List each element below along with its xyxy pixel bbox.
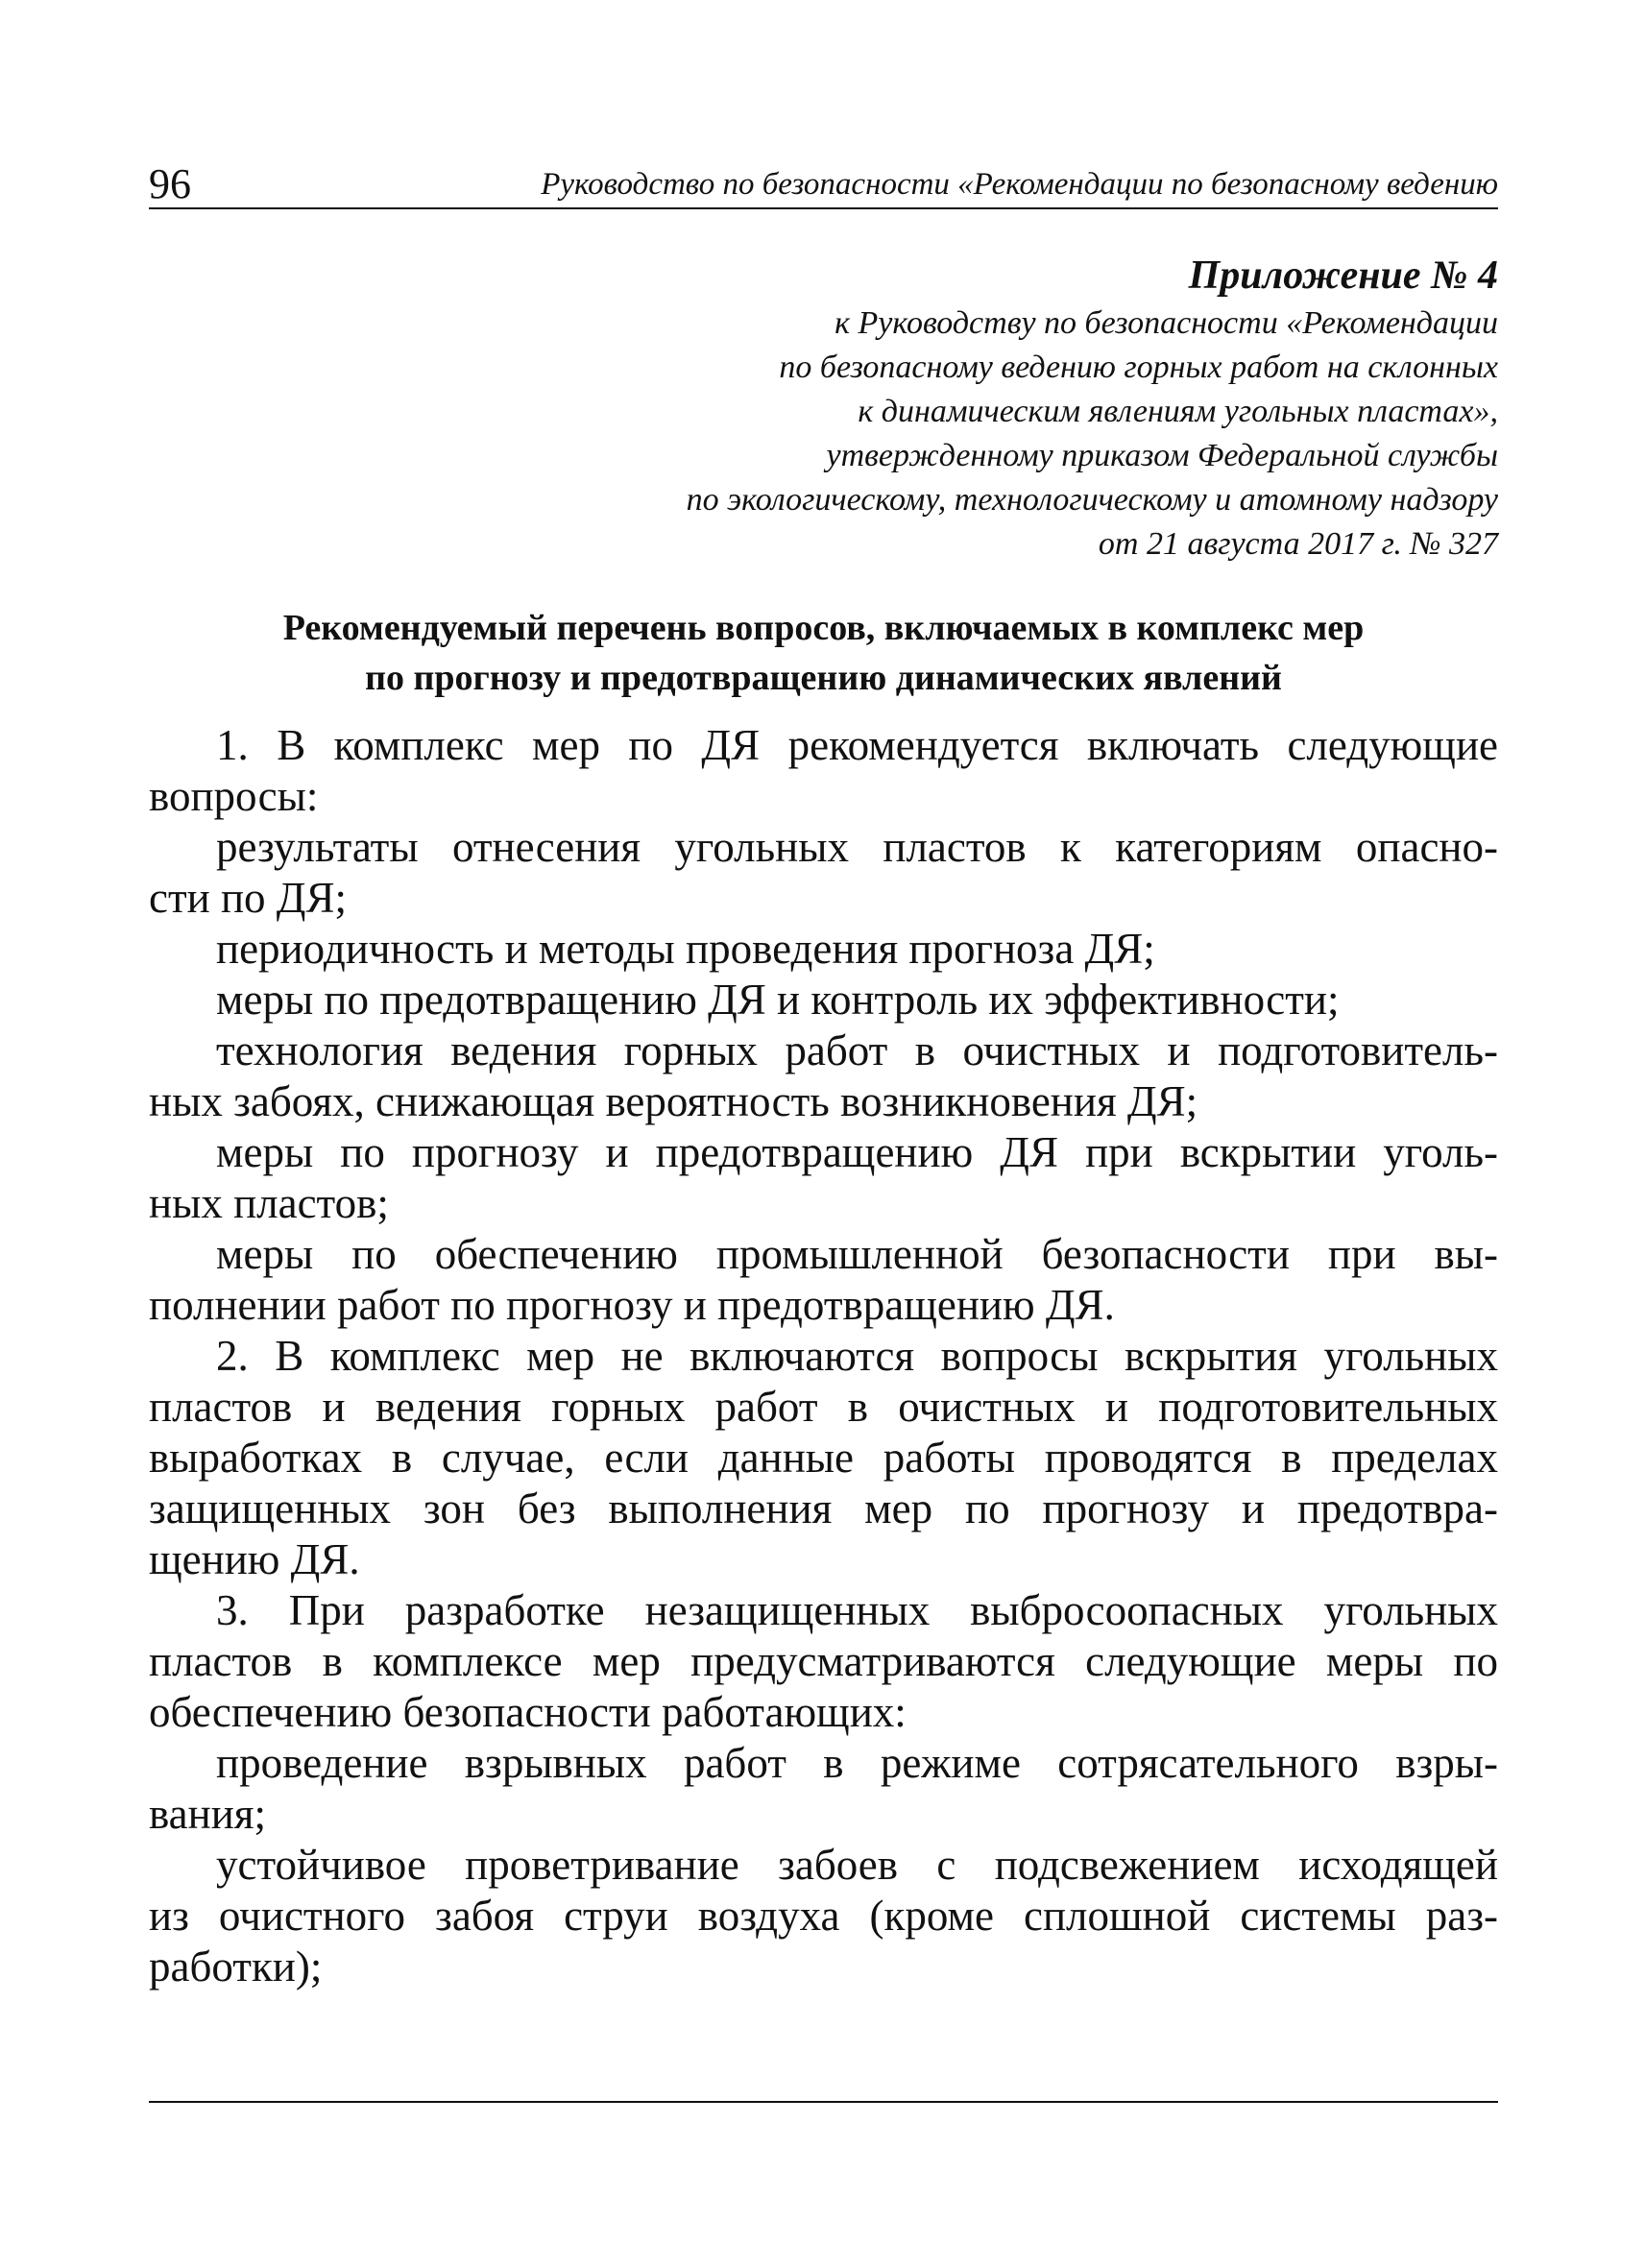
- section-title: [149, 603, 1498, 703]
- body-line: вания;: [149, 1790, 266, 1838]
- body-line: щению ДЯ.: [149, 1535, 360, 1583]
- body-line: защищенных зон без выполнения мер по прогнозу и предотвра-: [149, 1484, 1498, 1532]
- body-line: сти по ДЯ;: [149, 874, 348, 922]
- body-line: результаты отнесения угольных пластов к категориям опасно-: [216, 823, 1498, 871]
- section-title-line: по прогнозу и предотвращению динамических явлений: [365, 658, 1282, 698]
- body-line: полнении работ по прогнозу и предотвращению ДЯ.: [149, 1281, 1115, 1329]
- body-line: пластов и ведения горных работ в очистных и подготовительных: [149, 1383, 1498, 1431]
- body-line: меры по обеспечению промышленной безопасности при вы-: [216, 1230, 1498, 1278]
- body-text: [149, 720, 1498, 1992]
- page-number: 96: [149, 160, 191, 207]
- footer-rule: [149, 2101, 1498, 2103]
- body-line: меры по прогнозу и предотвращению ДЯ при вскрытии уголь-: [216, 1128, 1498, 1176]
- appendix-line: к динамическим явлениям угольных пластах»,: [858, 394, 1498, 429]
- appendix-line: от 21 августа 2017 г. № 327: [1098, 526, 1498, 562]
- body-line: 2. В комплекс мер не включаются вопросы вскрытия угольных: [216, 1332, 1498, 1380]
- running-title: Руководство по безопасности «Рекомендации по безопасному ведению: [541, 167, 1498, 202]
- body-line: 1. В комплекс мер по ДЯ рекомендуется включать следующие: [216, 721, 1498, 769]
- body-line: из очистного забоя струи воздуха (кроме сплошной системы раз-: [149, 1892, 1498, 1940]
- appendix-line: по экологическому, технологическому и атомному надзору: [686, 482, 1498, 518]
- header-rule: [149, 207, 1498, 209]
- appendix-block: [149, 250, 1498, 567]
- appendix-line: к Руководству по безопасности «Рекомендации: [835, 305, 1498, 341]
- body-line: периодичность и методы проведения прогноза ДЯ;: [216, 925, 1155, 973]
- body-line: выработках в случае, если данные работы проводятся в пределах: [149, 1434, 1498, 1482]
- appendix-title: Приложение № 4: [1188, 253, 1498, 298]
- appendix-line: по безопасному ведению горных работ на склонных: [779, 350, 1498, 385]
- body-line: обеспечению безопасности работающих:: [149, 1688, 907, 1736]
- body-line: вопросы:: [149, 772, 319, 820]
- document-page: [149, 154, 1498, 2170]
- body-line: ных пластов;: [149, 1179, 389, 1227]
- body-line: устойчивое проветривание забоев с подсвежением исходящей: [216, 1841, 1498, 1889]
- body-line: работки);: [149, 1942, 323, 1991]
- body-line: меры по предотвращению ДЯ и контроль их эффективности;: [216, 976, 1340, 1024]
- body-line: технология ведения горных работ в очистных и подготовитель-: [216, 1026, 1498, 1074]
- body-line: 3. При разработке незащищенных выбросоопасных угольных: [216, 1586, 1498, 1634]
- body-line: пластов в комплексе мер предусматриваются следующие меры по: [149, 1637, 1498, 1685]
- body-line: ных забоях, снижающая вероятность возникновения ДЯ;: [149, 1077, 1198, 1125]
- body-line: проведение взрывных работ в режиме сотрясательного взры-: [216, 1739, 1498, 1787]
- section-title-line: Рекомендуемый перечень вопросов, включаемых в комплекс мер: [282, 608, 1365, 648]
- page-header: [149, 154, 1498, 211]
- appendix-line: утвержденному приказом Федеральной службы: [826, 438, 1498, 473]
